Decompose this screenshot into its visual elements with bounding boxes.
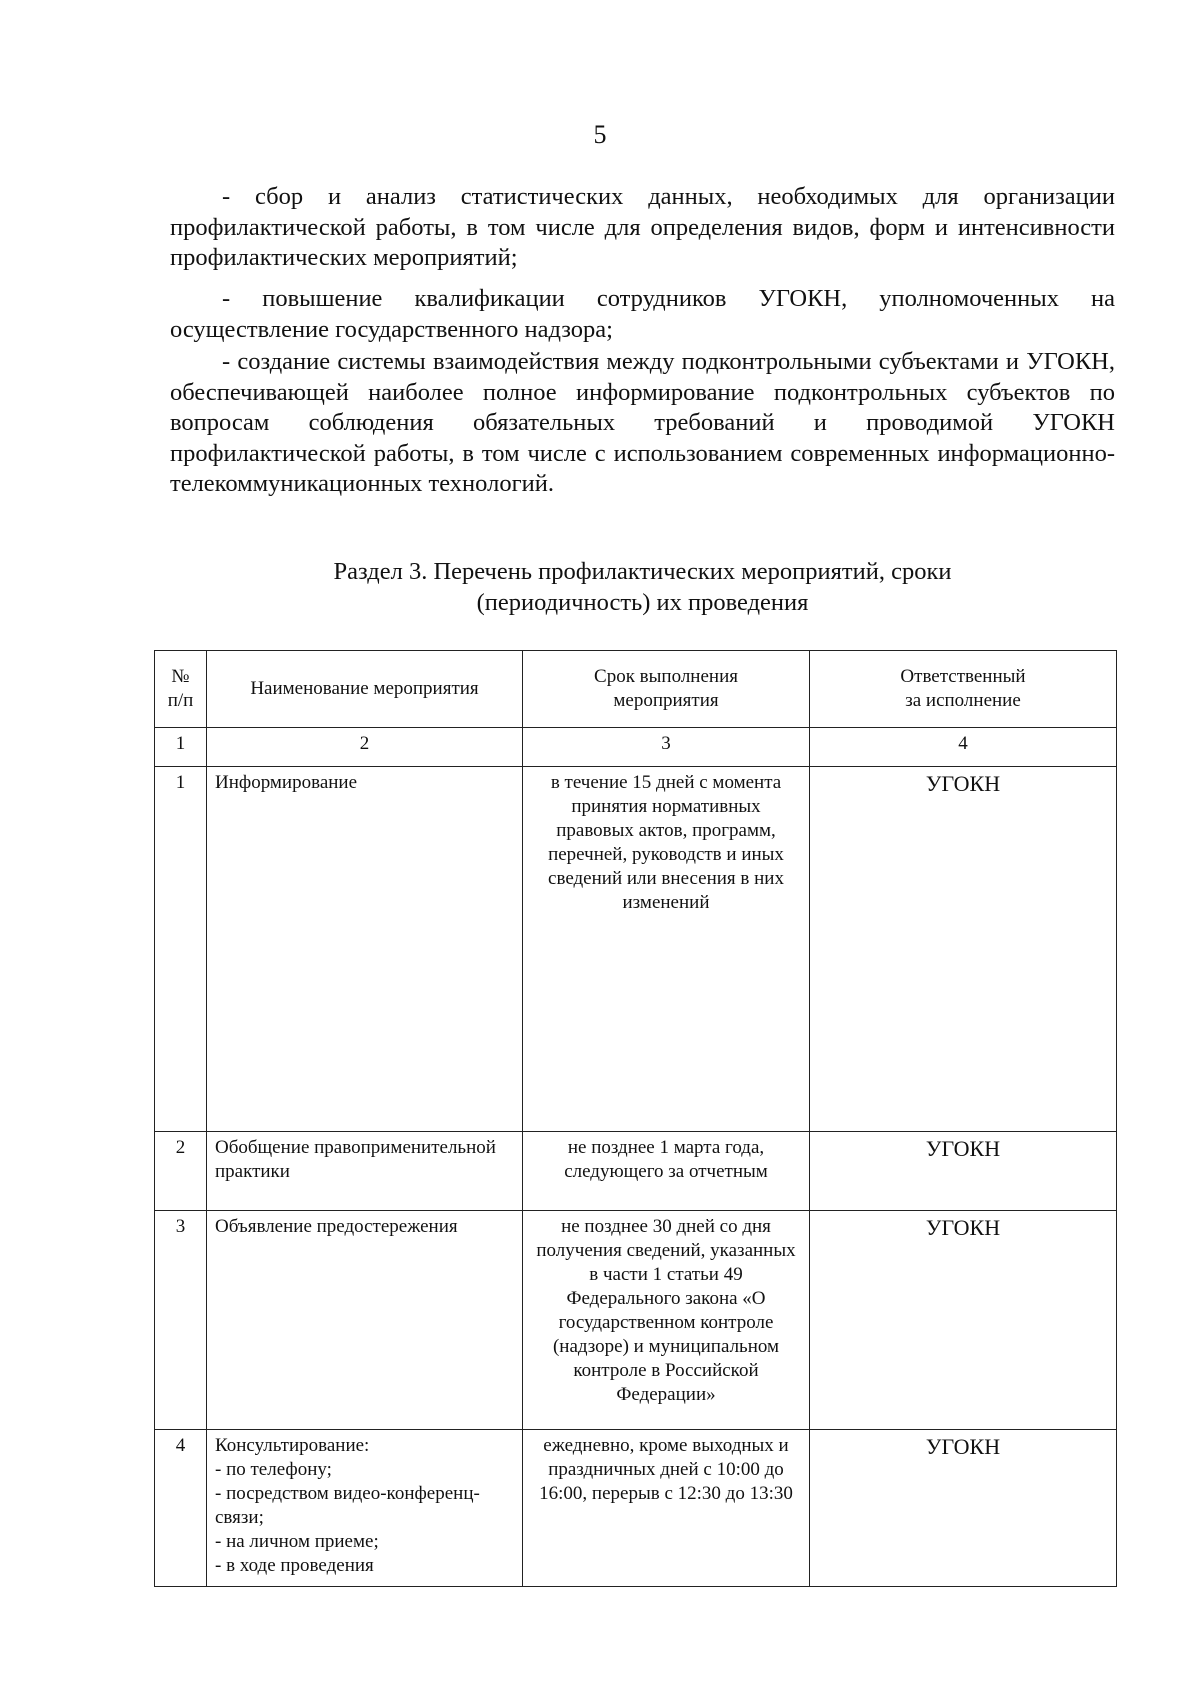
table-row	[155, 767, 1117, 1132]
header-activity-name: Наименование мероприятия	[207, 651, 523, 728]
activity-deadline: в течение 15 дней с момента принятия нормативных правовых актов, программ, перечней, руководств и иных сведений или внесения в них изменений	[523, 767, 810, 1132]
activity-name: Информирование	[207, 767, 523, 1132]
header-number: № п/п	[155, 651, 207, 728]
index-cell: 4	[810, 728, 1117, 767]
row-number: 4	[155, 1430, 207, 1587]
table-row	[155, 1430, 1117, 1587]
page-number: 5	[593, 120, 607, 149]
activity-responsible: УГОКН	[810, 1430, 1117, 1587]
paragraph-interaction-system: - создание системы взаимодействия между подконтрольными субъектами и УГОКН, обеспечивающей наиболее полное информирование подконтрольных субъектов по вопросам соблюдения обязательных требований и проводимой УГОКН профилактической работы, в том числе с использованием современных информационно-телекоммуникационных технологий.	[170, 348, 1115, 497]
activity-deadline: не позднее 30 дней со дня получения сведений, указанных в части 1 статьи 49 Федерального закона «О государственном контроле (надзоре) и муниципальном контроле в Российской Федерации»	[523, 1211, 810, 1430]
header-deadline: Срок выполнения мероприятия	[523, 651, 810, 728]
header-responsible: Ответственный за исполнение	[810, 651, 1117, 728]
table-index-row	[155, 728, 1117, 767]
row-number: 2	[155, 1132, 207, 1211]
activity-deadline: ежедневно, кроме выходных и праздничных дней с 10:00 до 16:00, перерыв с 12:30 до 13:30	[523, 1430, 810, 1587]
activity-name: Обобщение правоприменительной практики	[207, 1132, 523, 1211]
row-number: 1	[155, 767, 207, 1132]
section-title-line1: Раздел 3. Перечень профилактических мероприятий, сроки	[333, 558, 952, 585]
activity-responsible: УГОКН	[810, 1132, 1117, 1211]
table-row	[155, 1211, 1117, 1430]
activity-name: Консультирование: - по телефону; - посредством видео-конференц-связи; - на личном приеме; - в ходе проведения	[207, 1430, 523, 1587]
index-cell: 3	[523, 728, 810, 767]
section-title-line2: (периодичность) их проведения	[476, 589, 809, 616]
section-title	[170, 556, 1115, 618]
activity-responsible: УГОКН	[810, 1211, 1117, 1430]
paragraph-statistics: - сбор и анализ статистических данных, необходимых для организации профилактической работы, в том числе для определения видов, форм и интенсивности профилактических мероприятий;	[170, 183, 1115, 271]
activity-deadline: не позднее 1 марта года, следующего за отчетным	[523, 1132, 810, 1211]
table-row	[155, 1132, 1117, 1211]
row-number: 3	[155, 1211, 207, 1430]
index-cell: 1	[155, 728, 207, 767]
activity-responsible: УГОКН	[810, 767, 1117, 1132]
activities-table	[154, 650, 1117, 1587]
activity-name: Объявление предостережения	[207, 1211, 523, 1430]
paragraph-qualification: - повышение квалификации сотрудников УГОКН, уполномоченных на осуществление государственного надзора;	[170, 285, 1115, 343]
table-header-row	[155, 651, 1117, 728]
index-cell: 2	[207, 728, 523, 767]
